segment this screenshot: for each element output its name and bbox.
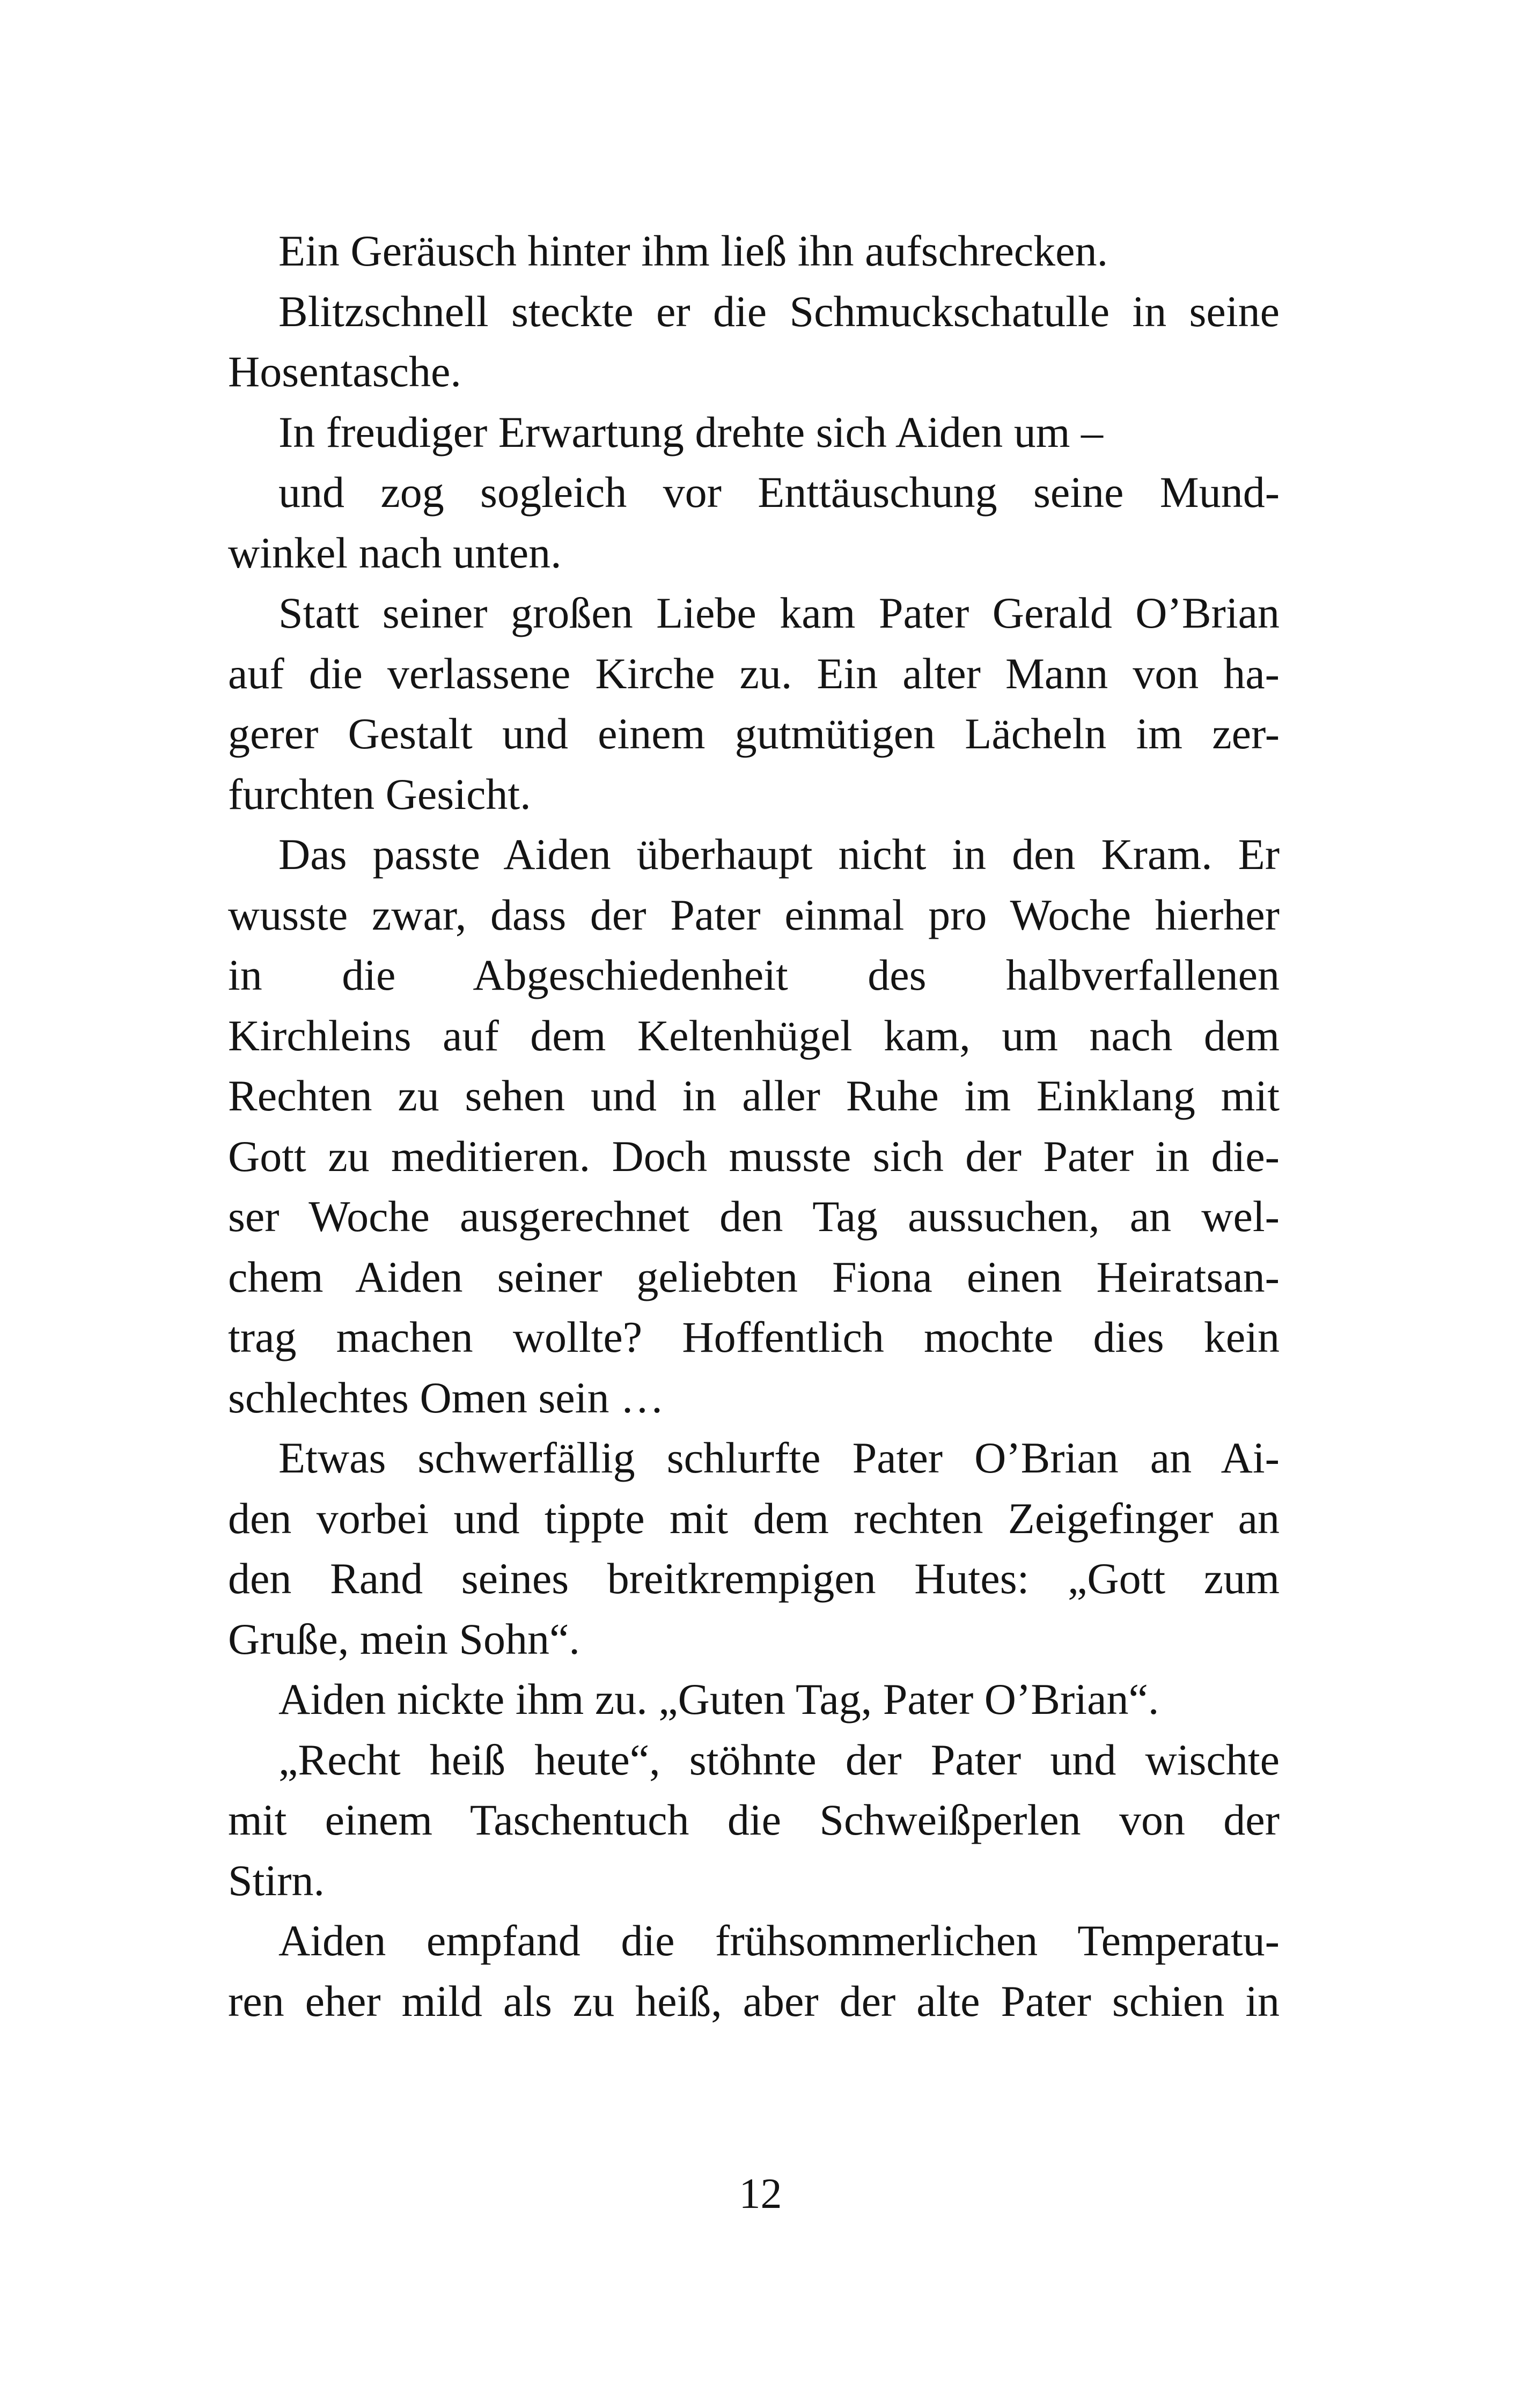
text-line: Das passte Aiden überhaupt nicht in den Kram. Er: [278, 830, 1280, 879]
text-line: ren eher mild als zu heiß, aber der alte Pater schien in: [228, 1976, 1280, 2026]
text-line: Kirchleins auf dem Keltenhügel kam, um nach dem: [228, 1011, 1280, 1060]
text-line: Gruße, mein Sohn“.: [228, 1614, 580, 1663]
text-line: den Rand seines breitkrempigen Hutes: „Gott zum: [228, 1554, 1280, 1603]
text-line: Statt seiner großen Liebe kam Pater Gerald O’Brian: [278, 588, 1280, 637]
text-line: Gott zu meditieren. Doch musste sich der Pater in die-: [228, 1131, 1280, 1181]
text-line: Blitzschnell steckte er die Schmuckschatulle in seine: [278, 286, 1280, 336]
text-line: Hosentasche.: [228, 347, 461, 396]
text-line: in die Abgeschiedenheit des halbverfallenen: [228, 951, 1280, 999]
text-line: gerer Gestalt und einem gutmütigen Lächeln im zer-: [228, 709, 1280, 758]
text-line: furchten Gesicht.: [228, 769, 531, 819]
text-line: trag machen wollte? Hoffentlich mochte dies kein: [228, 1313, 1280, 1361]
page-number: 12: [739, 2170, 782, 2218]
text-line: winkel nach unten.: [228, 528, 562, 577]
text-line: ser Woche ausgerechnet den Tag aussuchen, an wel-: [228, 1192, 1280, 1241]
text-line: Stirn.: [228, 1855, 325, 1905]
text-line: Ein Geräusch hinter ihm ließ ihn aufschrecken.: [278, 226, 1108, 275]
text-line: den vorbei und tippte mit dem rechten Zeigefinger an: [228, 1493, 1280, 1543]
text-line: In freudiger Erwartung drehte sich Aiden um –: [278, 407, 1104, 456]
text-line: mit einem Taschentuch die Schweißperlen von der: [228, 1795, 1280, 1844]
text-line: und zog sogleich vor Enttäuschung seine Mund-: [278, 468, 1280, 517]
text-line: „Recht heiß heute“, stöhnte der Pater und wischte: [278, 1735, 1280, 1784]
body-text: [228, 221, 1280, 2031]
text-line: Etwas schwerfällig schlurfte Pater O’Brian an Ai-: [278, 1433, 1280, 1482]
text-line: Aiden empfand die frühsommerlichen Temperatu-: [278, 1916, 1280, 1965]
text-line: auf die verlassene Kirche zu. Ein alter Mann von ha-: [228, 649, 1280, 698]
text-line: Aiden nickte ihm zu. „Guten Tag, Pater O’Brian“.: [278, 1675, 1159, 1724]
text-line: Rechten zu sehen und in aller Ruhe im Einklang mit: [228, 1071, 1280, 1120]
text-line: chem Aiden seiner geliebten Fiona einen Heiratsan-: [228, 1252, 1280, 1301]
text-line: wusste zwar, dass der Pater einmal pro Woche hierher: [228, 890, 1280, 939]
text-line: schlechtes Omen sein …: [228, 1373, 664, 1422]
